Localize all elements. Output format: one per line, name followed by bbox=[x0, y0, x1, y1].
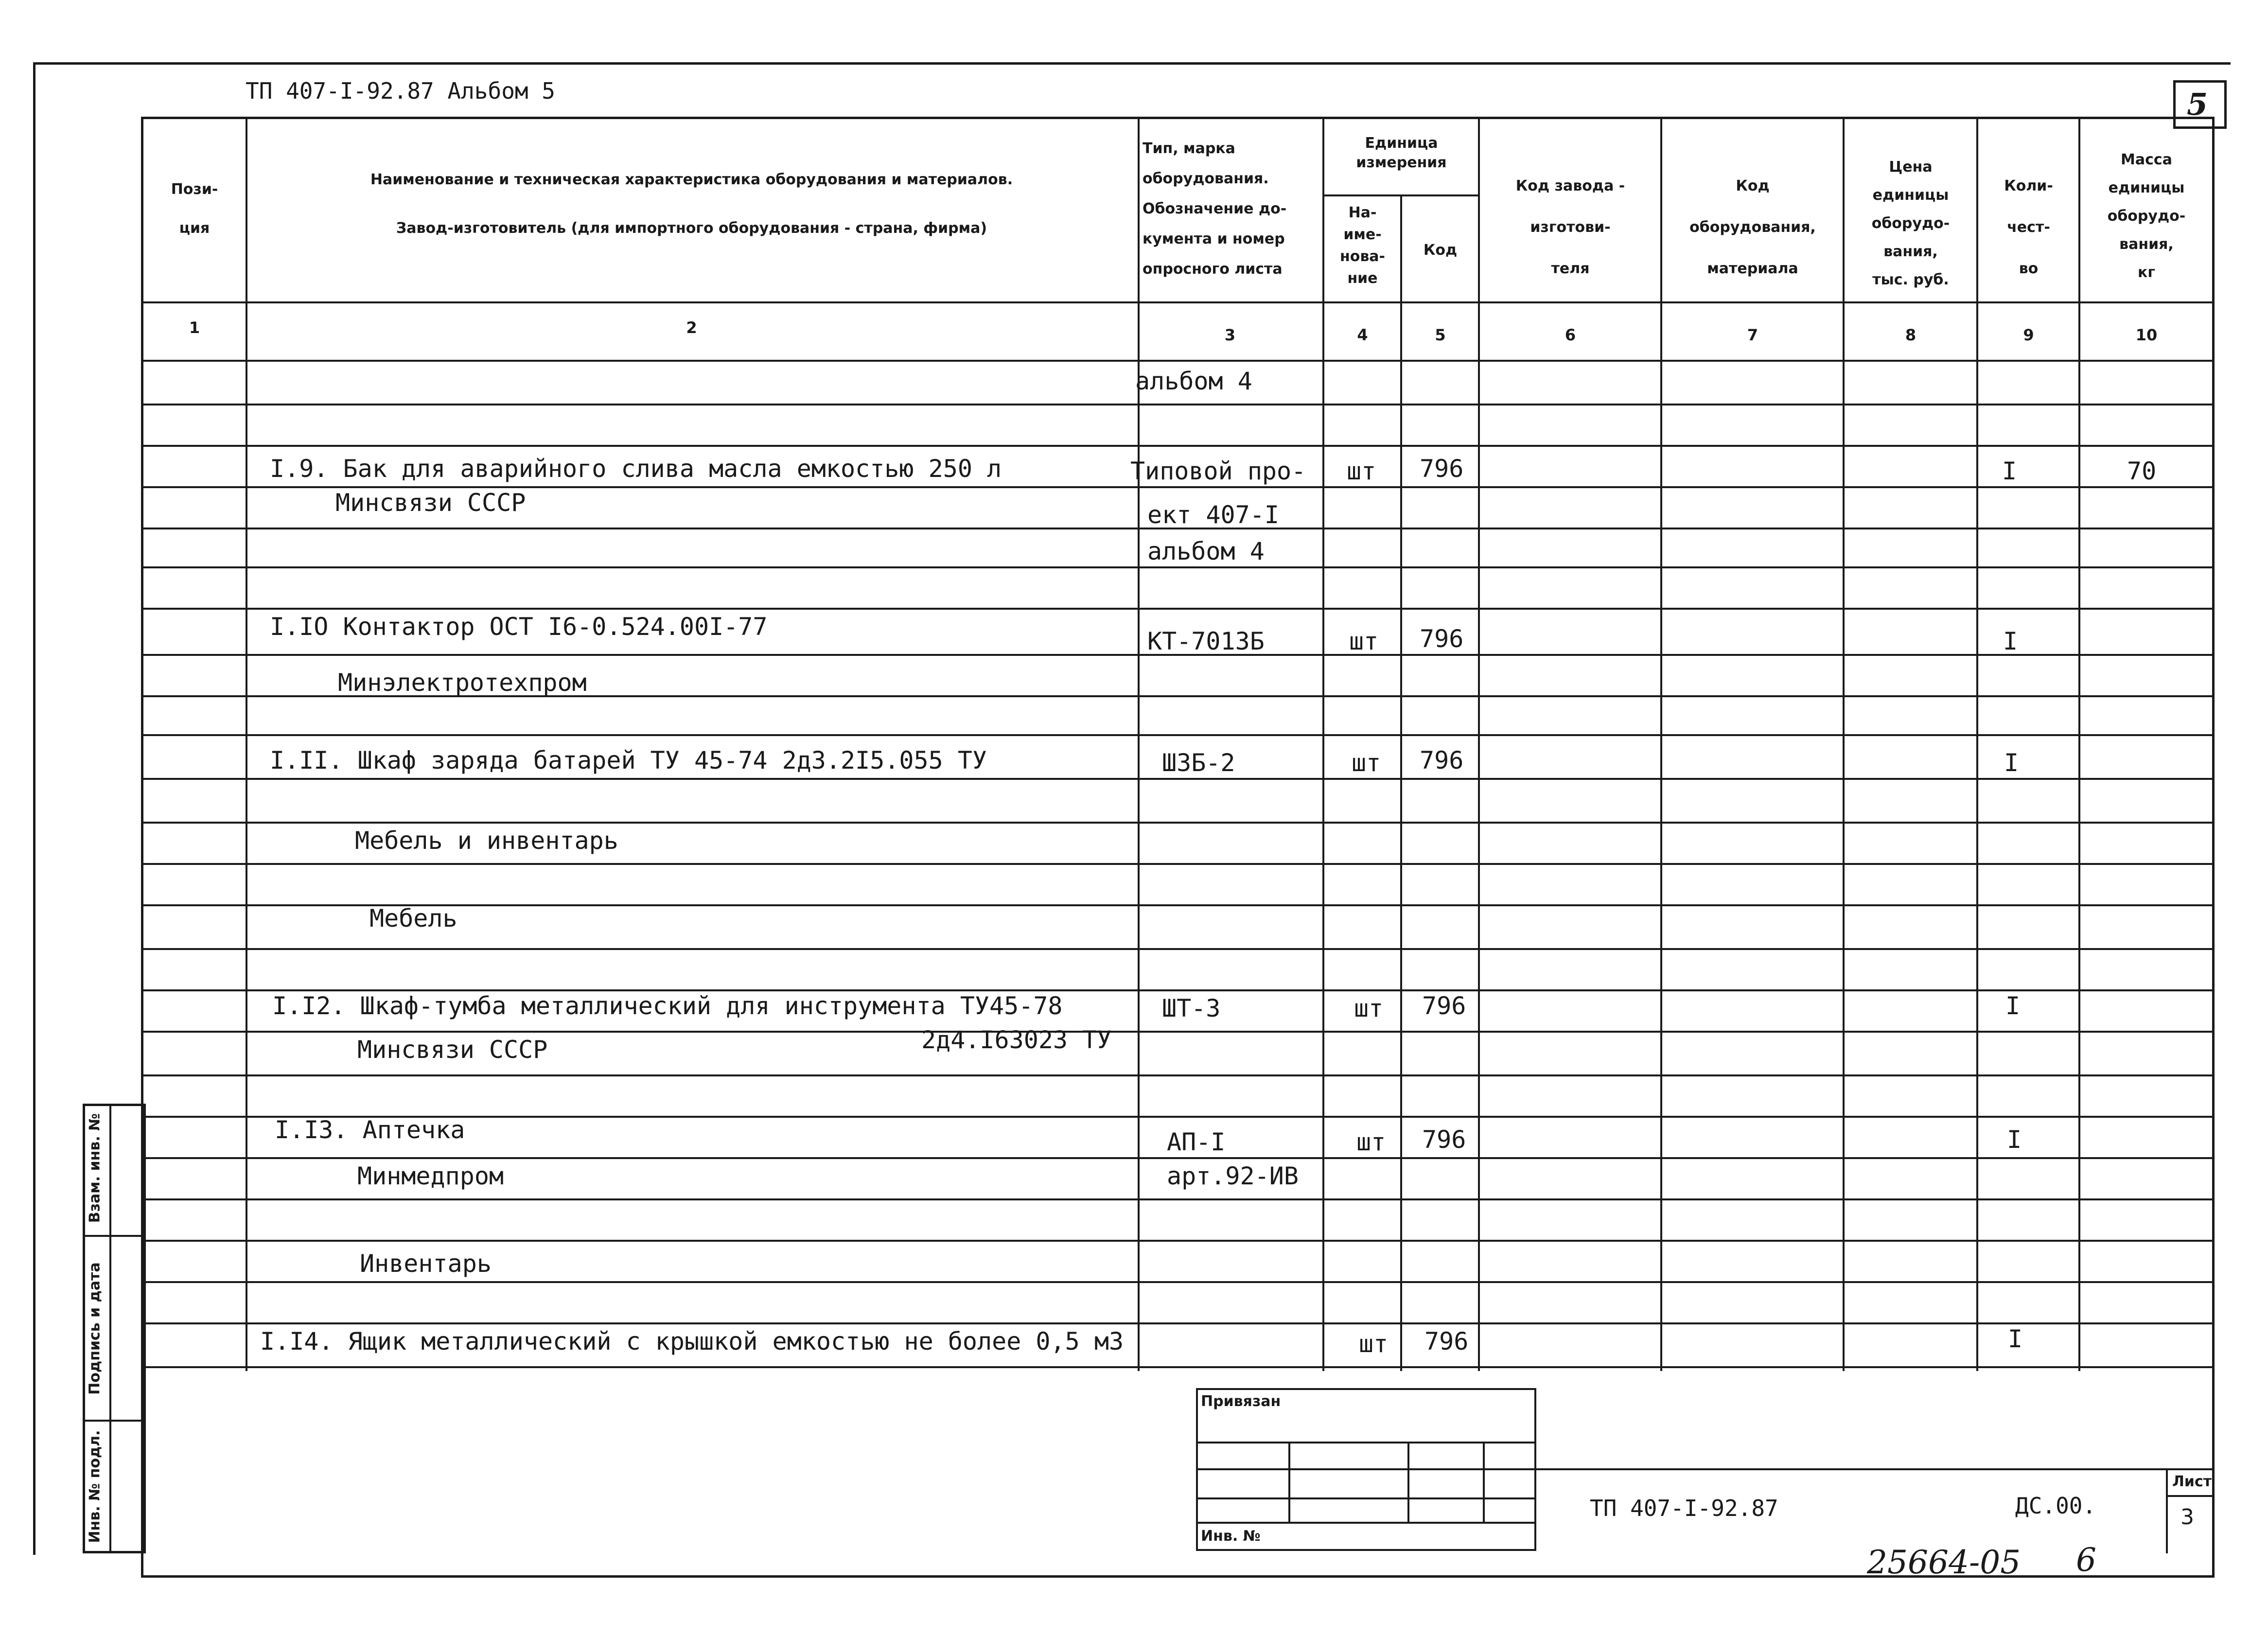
cell-qty: I bbox=[2002, 457, 2017, 485]
list-label: Лист bbox=[2172, 1473, 2212, 1490]
stamp-sheet-code: ДС.00. bbox=[2015, 1493, 2096, 1519]
header-equip-line: Код bbox=[1736, 177, 1770, 194]
row-line bbox=[141, 1031, 2215, 1033]
cell-name: Мебель и инвентарь bbox=[355, 827, 618, 855]
handwritten-number: 25664-05 bbox=[1867, 1544, 2021, 1581]
row-line bbox=[141, 1157, 2215, 1159]
cell-unit: шт bbox=[1359, 1330, 1389, 1358]
handwritten-digit: 6 bbox=[2076, 1541, 2096, 1579]
row-line bbox=[141, 566, 2215, 568]
header-bottom-line bbox=[141, 301, 2215, 303]
col-number: 8 bbox=[1905, 326, 1916, 344]
header-unit-name-line: На- bbox=[1348, 204, 1377, 221]
header-factory-line: теля bbox=[1551, 260, 1590, 277]
doc-title: ТП 407-I-92.87 Альбом 5 bbox=[246, 78, 555, 104]
header-type-line: оборудования. bbox=[1143, 170, 1269, 187]
stamp-vline bbox=[1407, 1442, 1409, 1522]
side-stamp-signature: Подпись и дата bbox=[86, 1262, 104, 1395]
side-stamp-line bbox=[83, 1235, 146, 1237]
stamp-line bbox=[1196, 1468, 1536, 1470]
cell-name: Инвентарь bbox=[360, 1250, 492, 1278]
header-type-line: Тип, марка bbox=[1143, 140, 1235, 157]
col-line-6 bbox=[1660, 117, 1662, 1371]
cell-name: Минэлектротехпром bbox=[338, 669, 587, 697]
header-price-line: вания, bbox=[1883, 243, 1938, 260]
col-number: 2 bbox=[686, 318, 697, 337]
header-mass-line: кг bbox=[2137, 264, 2156, 281]
header-price-line: единицы bbox=[1872, 187, 1949, 204]
col-number: 9 bbox=[2023, 326, 2034, 344]
row-line bbox=[141, 778, 2215, 780]
cell-unit: шт bbox=[1347, 457, 1376, 485]
col-line-3 bbox=[1322, 117, 1324, 1371]
row-line bbox=[141, 1281, 2215, 1283]
stamp-code: ТП 407-I-92.87 bbox=[1590, 1495, 1778, 1521]
cell-name: I.II. Шкаф заряда батарей ТУ 45-74 2д3.2I5.055 ТУ bbox=[270, 746, 987, 774]
cell-name: I.I2. Шкаф-тумба металлический для инструмента ТУ45-78 bbox=[272, 992, 1063, 1020]
stamp-line bbox=[1196, 1442, 1536, 1443]
cell-type: альбом 4 bbox=[1147, 537, 1265, 565]
header-mass-col bbox=[2081, 146, 2212, 287]
row-line bbox=[141, 404, 2215, 405]
page-number: 5 bbox=[2187, 87, 2208, 122]
col-number: 10 bbox=[2135, 326, 2158, 344]
row-line bbox=[141, 734, 2215, 736]
cell-type: арт.92-ИВ bbox=[1167, 1162, 1299, 1190]
list-number: 3 bbox=[2180, 1505, 2194, 1530]
header-price-line: оборудо- bbox=[1871, 215, 1950, 232]
header-mass-line: Масса bbox=[2121, 151, 2172, 168]
list-vline bbox=[2166, 1468, 2168, 1553]
row-line bbox=[141, 1074, 2215, 1076]
col-line-4 bbox=[1400, 194, 1402, 1371]
col-line-5 bbox=[1478, 117, 1480, 1371]
cell-type: КТ-7013Б bbox=[1147, 627, 1265, 655]
header-qty-line: Коли- bbox=[2004, 177, 2053, 194]
header-price-line: тыс. руб. bbox=[1872, 271, 1949, 288]
cell-type: Типовой про- bbox=[1130, 457, 1306, 485]
cell-unit-code: 796 bbox=[1422, 1126, 1466, 1154]
header-equip-line: материала bbox=[1707, 260, 1798, 277]
header-unit-name-col bbox=[1325, 202, 1400, 289]
header-mass-line: вания, bbox=[2119, 236, 2174, 253]
cell-name: Минсвязи СССР bbox=[357, 1036, 548, 1064]
cell-unit: шт bbox=[1354, 994, 1384, 1022]
header-manufacturer: Завод-изготовитель (для импортного оборудования - страна, фирма) bbox=[396, 220, 987, 237]
cell-name-tu: 2д4.I63023 ТУ bbox=[921, 1026, 1112, 1054]
row-line bbox=[141, 1198, 2215, 1200]
header-unit: Единица измерения bbox=[1356, 135, 1447, 171]
cell-type: АП-I bbox=[1167, 1128, 1226, 1156]
row-line bbox=[141, 608, 2215, 610]
row-line bbox=[141, 822, 2215, 824]
header-factory-code-col bbox=[1480, 165, 1660, 289]
header-unit-code: Код bbox=[1423, 242, 1458, 259]
header-equip-line: оборудования, bbox=[1689, 219, 1816, 236]
stamp-vline bbox=[1288, 1442, 1290, 1522]
stamp-vline bbox=[1483, 1442, 1485, 1522]
table-body-bottom bbox=[141, 1366, 2215, 1368]
cell-unit: шт bbox=[1349, 627, 1379, 655]
col-number: 5 bbox=[1435, 326, 1446, 344]
cell-qty: I bbox=[2004, 749, 2019, 777]
col-number: 6 bbox=[1565, 326, 1576, 344]
header-mass-line: оборудо- bbox=[2107, 208, 2186, 225]
row-line bbox=[141, 486, 2215, 488]
cell-name: I.I3. Аптечка bbox=[275, 1116, 465, 1144]
header-factory-line: изготови- bbox=[1530, 219, 1611, 236]
cell-unit-code: 796 bbox=[1424, 1327, 1469, 1355]
title-block-top bbox=[1536, 1468, 2215, 1470]
cell-qty: I bbox=[2008, 1325, 2023, 1353]
row-line bbox=[141, 1322, 2215, 1324]
cell-qty: I bbox=[2003, 627, 2018, 655]
inv-no-label: Инв. № bbox=[1201, 1528, 1261, 1545]
col-line-1 bbox=[246, 117, 247, 1371]
header-qty-col bbox=[1979, 165, 2078, 289]
cell-type: ШЗБ-2 bbox=[1162, 749, 1235, 777]
cell-name: I.IO Контактор ОСТ I6-0.524.00I-77 bbox=[270, 613, 768, 641]
header-name: Наименование и техническая характеристика оборудования и материалов. bbox=[370, 171, 1013, 188]
header-type-line: Обозначение до- bbox=[1143, 200, 1287, 217]
cell-name: Минмедпром bbox=[357, 1162, 504, 1190]
header-type-line: кумента и номер bbox=[1143, 230, 1285, 247]
cell-name: I.I4. Ящик металлический с крышкой емкостью не более 0,5 м3 bbox=[260, 1327, 1124, 1355]
row-line bbox=[141, 948, 2215, 950]
col-line-2 bbox=[1138, 117, 1140, 1371]
col-line-8 bbox=[1976, 117, 1978, 1371]
side-stamp-inventory: Инв. № подл. bbox=[86, 1430, 104, 1543]
col-number: 3 bbox=[1224, 326, 1236, 344]
cell-type: альбом 4 bbox=[1135, 367, 1252, 395]
list-line bbox=[2166, 1495, 2215, 1497]
row-line bbox=[141, 989, 2215, 991]
cell-qty: I bbox=[2005, 992, 2021, 1020]
header-type-col bbox=[1143, 134, 1320, 284]
cell-name: I.9. Бак для аварийного слива масла емкостью 250 л bbox=[270, 455, 1002, 483]
header-price-col bbox=[1845, 153, 1976, 294]
cell-unit-code: 796 bbox=[1420, 455, 1464, 483]
cell-unit: шт bbox=[1352, 749, 1381, 777]
header-equip-code-col bbox=[1663, 165, 1843, 289]
cell-unit-code: 796 bbox=[1422, 992, 1466, 1020]
privyazan-label: Привязан bbox=[1201, 1393, 1281, 1410]
col-line-9 bbox=[2078, 117, 2080, 1371]
side-stamp-replaced: Взам. инв. № bbox=[86, 1113, 104, 1223]
header-qty-line: чест- bbox=[2007, 219, 2050, 236]
header-unit-name-line: име- bbox=[1343, 226, 1382, 243]
header-factory-line: Код завода - bbox=[1515, 177, 1625, 194]
header-unit-name-line: ние bbox=[1347, 270, 1378, 287]
row-line bbox=[141, 863, 2215, 865]
cell-unit: шт bbox=[1356, 1128, 1386, 1156]
header-mass-line: единицы bbox=[2108, 179, 2185, 196]
col-number: 4 bbox=[1357, 326, 1368, 344]
header-unit-name-line: нова- bbox=[1339, 248, 1386, 265]
cell-unit-code: 796 bbox=[1420, 625, 1464, 653]
cell-name: Мебель bbox=[369, 904, 457, 933]
row-line bbox=[141, 1240, 2215, 1242]
header-price-line: Цена bbox=[1889, 158, 1933, 176]
colnum-bottom-line bbox=[141, 360, 2215, 362]
stamp-line bbox=[1196, 1497, 1536, 1499]
col-number: 1 bbox=[189, 318, 200, 337]
cell-unit-code: 796 bbox=[1420, 746, 1464, 774]
stamp-line bbox=[1196, 1522, 1536, 1524]
side-stamp-vline bbox=[109, 1104, 111, 1553]
header-position: Пози- ция bbox=[171, 181, 218, 237]
col-number: 7 bbox=[1747, 326, 1758, 344]
cell-mass: 70 bbox=[2127, 457, 2157, 485]
col-line-7 bbox=[1843, 117, 1845, 1371]
header-type-line: опросного листа bbox=[1143, 261, 1283, 278]
row-line bbox=[141, 445, 2215, 447]
cell-name: Минсвязи СССР bbox=[335, 489, 526, 517]
cell-type: ект 407-I bbox=[1147, 501, 1279, 529]
header-qty-line: во bbox=[2019, 260, 2039, 277]
cell-type: ШТ-3 bbox=[1162, 994, 1221, 1022]
cell-qty: I bbox=[2007, 1126, 2022, 1154]
